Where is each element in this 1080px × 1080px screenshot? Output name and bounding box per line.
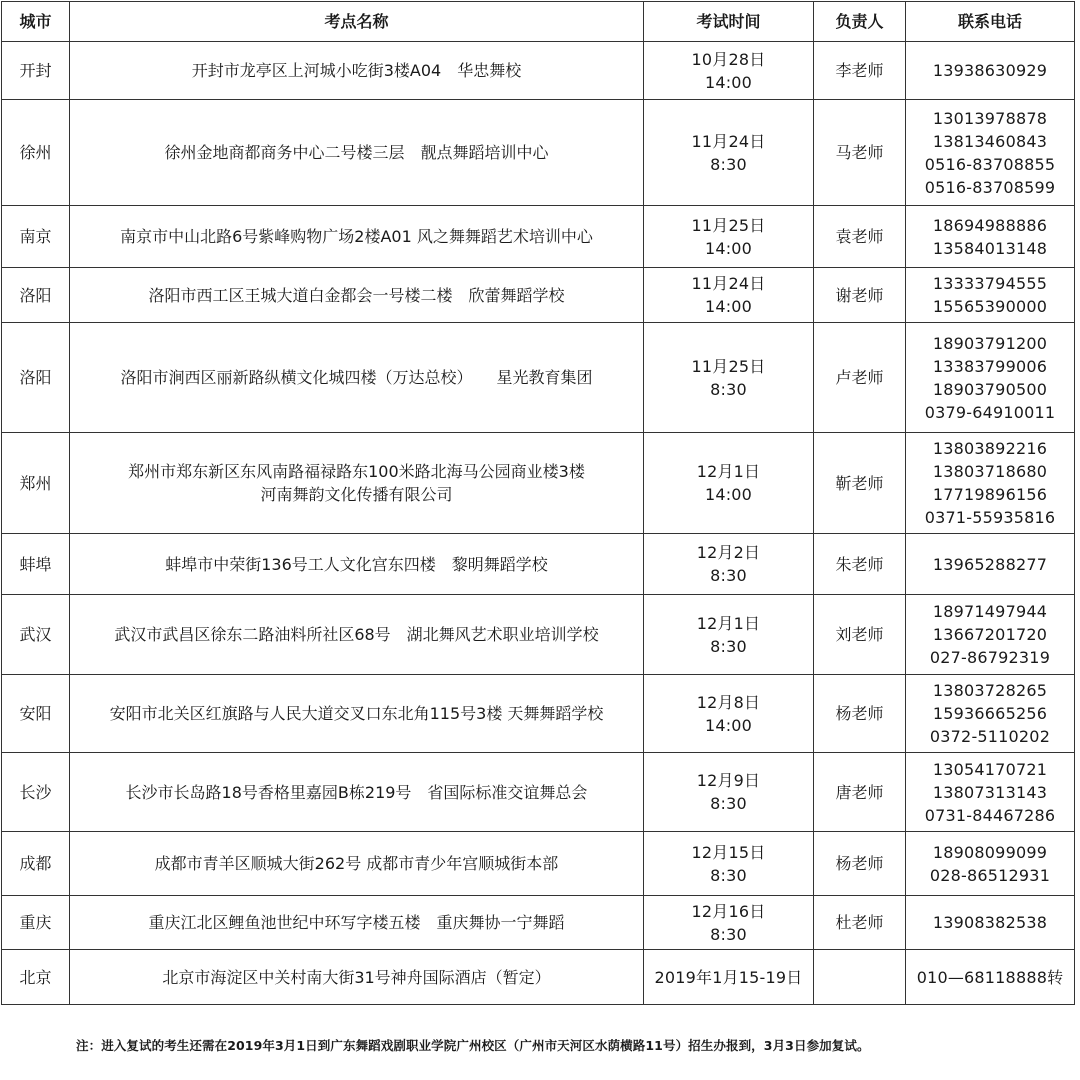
person-cell: 杜老师: [814, 896, 906, 950]
time-cell: 12月15日 8:30: [644, 832, 814, 896]
person-cell: 朱老师: [814, 534, 906, 595]
time-cell: 2019年1月15-19日: [644, 950, 814, 1005]
person-cell: 杨老师: [814, 832, 906, 896]
phone-cell: 13013978878 13813460843 0516-83708855 0516-83708599: [906, 100, 1075, 206]
exam-venue-table: [1, 1, 1075, 1005]
person-cell: 卢老师: [814, 323, 906, 433]
table-row: [2, 832, 1075, 896]
time-cell: 12月9日 8:30: [644, 753, 814, 832]
person-cell: [814, 950, 906, 1005]
header-venue: 考点名称: [70, 2, 644, 42]
phone-cell: 13938630929: [906, 42, 1075, 100]
table-row: [2, 534, 1075, 595]
person-cell: 李老师: [814, 42, 906, 100]
phone-cell: 18908099099 028-86512931: [906, 832, 1075, 896]
phone-cell: 13965288277: [906, 534, 1075, 595]
phone-cell: 18903791200 13383799006 18903790500 0379-64910011: [906, 323, 1075, 433]
city-cell: 北京: [2, 950, 70, 1005]
venue-cell: 安阳市北关区红旗路与人民大道交叉口东北角115号3楼 天舞舞蹈学校: [70, 675, 644, 753]
table-row: [2, 268, 1075, 323]
venue-cell: 成都市青羊区顺城大街262号 成都市青少年宫顺城街本部: [70, 832, 644, 896]
phone-cell: 13908382538: [906, 896, 1075, 950]
time-cell: 11月24日 8:30: [644, 100, 814, 206]
time-cell: 11月25日 8:30: [644, 323, 814, 433]
time-cell: 12月2日 8:30: [644, 534, 814, 595]
phone-cell: 010—68118888转: [906, 950, 1075, 1005]
table-row: [2, 896, 1075, 950]
phone-cell: 13054170721 13807313143 0731-84467286: [906, 753, 1075, 832]
venue-cell: 南京市中山北路6号紫峰购物广场2楼A01 风之舞舞蹈艺术培训中心: [70, 206, 644, 268]
time-cell: 11月25日 14:00: [644, 206, 814, 268]
venue-cell: 北京市海淀区中关村南大街31号神舟国际酒店（暂定）: [70, 950, 644, 1005]
footnote: 注：进入复试的考生还需在2019年3月1日到广东舞蹈戏剧职业学院广州校区（广州市天河区水荫横路11号）招生办报到，3月3日参加复试。: [76, 1038, 870, 1053]
table-row: [2, 323, 1075, 433]
table-row: [2, 206, 1075, 268]
table-row: [2, 433, 1075, 534]
person-cell: 靳老师: [814, 433, 906, 534]
city-cell: 重庆: [2, 896, 70, 950]
table-row: [2, 950, 1075, 1005]
venue-cell: 洛阳市涧西区丽新路纵横文化城四楼（万达总校） 星光教育集团: [70, 323, 644, 433]
city-cell: 洛阳: [2, 323, 70, 433]
city-cell: 郑州: [2, 433, 70, 534]
table-row: [2, 42, 1075, 100]
time-cell: 12月16日 8:30: [644, 896, 814, 950]
venue-cell: 郑州市郑东新区东风南路福禄路东100米路北海马公园商业楼3楼 河南舞韵文化传播有限公司: [70, 433, 644, 534]
person-cell: 杨老师: [814, 675, 906, 753]
person-cell: 谢老师: [814, 268, 906, 323]
time-cell: 11月24日 14:00: [644, 268, 814, 323]
phone-cell: 13333794555 15565390000: [906, 268, 1075, 323]
header-city: 城市: [2, 2, 70, 42]
venue-cell: 洛阳市西工区王城大道白金都会一号楼二楼 欣蕾舞蹈学校: [70, 268, 644, 323]
phone-cell: 13803892216 13803718680 17719896156 0371-55935816: [906, 433, 1075, 534]
city-cell: 成都: [2, 832, 70, 896]
header-phone: 联系电话: [906, 2, 1075, 42]
table-row: [2, 753, 1075, 832]
city-cell: 长沙: [2, 753, 70, 832]
header-person: 负责人: [814, 2, 906, 42]
city-cell: 蚌埠: [2, 534, 70, 595]
table-header-row: [2, 2, 1075, 42]
person-cell: 刘老师: [814, 595, 906, 675]
city-cell: 南京: [2, 206, 70, 268]
phone-cell: 18694988886 13584013148: [906, 206, 1075, 268]
city-cell: 安阳: [2, 675, 70, 753]
venue-cell: 长沙市长岛路18号香格里嘉园B栋219号 省国际标准交谊舞总会: [70, 753, 644, 832]
table-row: [2, 100, 1075, 206]
city-cell: 洛阳: [2, 268, 70, 323]
city-cell: 武汉: [2, 595, 70, 675]
person-cell: 马老师: [814, 100, 906, 206]
time-cell: 12月1日 8:30: [644, 595, 814, 675]
city-cell: 开封: [2, 42, 70, 100]
city-cell: 徐州: [2, 100, 70, 206]
venue-cell: 徐州金地商都商务中心二号楼三层 靓点舞蹈培训中心: [70, 100, 644, 206]
time-cell: 10月28日 14:00: [644, 42, 814, 100]
venue-cell: 重庆江北区鲤鱼池世纪中环写字楼五楼 重庆舞协一宁舞蹈: [70, 896, 644, 950]
venue-cell: 蚌埠市中荣街136号工人文化宫东四楼 黎明舞蹈学校: [70, 534, 644, 595]
venue-cell: 武汉市武昌区徐东二路油料所社区68号 湖北舞风艺术职业培训学校: [70, 595, 644, 675]
header-time: 考试时间: [644, 2, 814, 42]
time-cell: 12月8日 14:00: [644, 675, 814, 753]
phone-cell: 13803728265 15936665256 0372-5110202: [906, 675, 1075, 753]
table-row: [2, 675, 1075, 753]
time-cell: 12月1日 14:00: [644, 433, 814, 534]
table-row: [2, 595, 1075, 675]
venue-cell: 开封市龙亭区上河城小吃街3楼A04 华忠舞校: [70, 42, 644, 100]
person-cell: 唐老师: [814, 753, 906, 832]
phone-cell: 18971497944 13667201720 027-86792319: [906, 595, 1075, 675]
person-cell: 袁老师: [814, 206, 906, 268]
